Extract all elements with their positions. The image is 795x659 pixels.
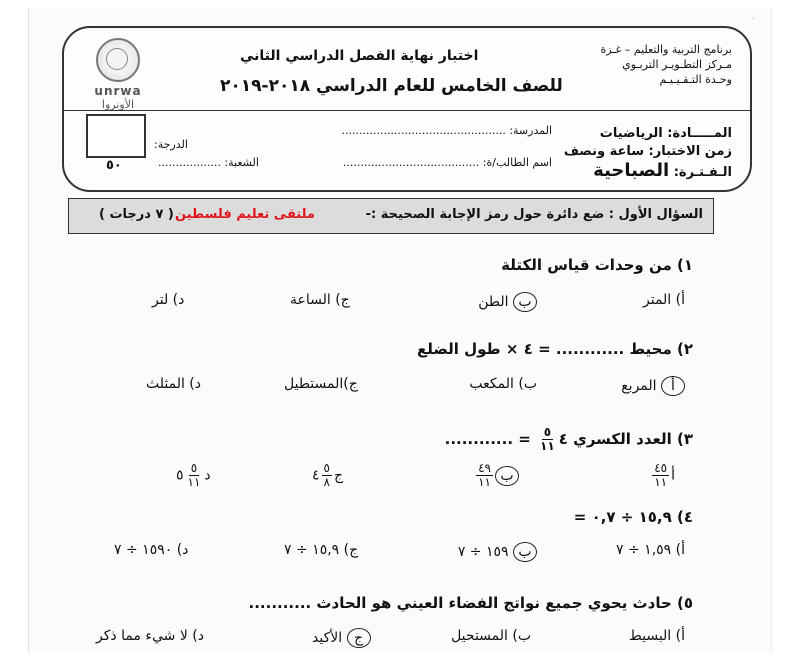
fraction-denominator: ٨ [323,475,330,489]
school-field: المدرسة: ............................................... [341,124,552,137]
q4-option-c: ج) ١٥,٩ ÷ ٧ [284,542,359,558]
fraction-denominator: ١١ [478,475,491,489]
q2-option-a [621,376,685,396]
question-4: ٤) ١٥,٩ ÷ ٠,٧ = [573,508,693,526]
answer-circle: ب [495,466,519,486]
mixed-number-fraction [538,426,557,453]
period [593,160,732,181]
q3-a-label: أ [671,467,675,484]
q5-option-d: د) لا شيء مما ذكر [96,628,204,644]
program-line-1: برنامج التربية والتعليم – غـزة [600,43,732,56]
fraction-denominator: ١١ [187,475,201,489]
section-field: الشعبة: .................. [158,156,259,169]
logo-text-en: unrwa [94,84,142,98]
q5-option-b: ب) المستحيل [451,628,531,644]
q3-c-whole: ٤ [312,467,320,484]
fraction-numerator: ٤٩ [478,461,491,475]
q3-b-fraction [476,462,493,489]
grade-year: للصف الخامس للعام الدراسي ٢٠١٨-٢٠١٩ [220,76,563,96]
q4-option-b-text: ١٥٩ ÷ ٧ [457,544,509,560]
q5-option-a: أ) البسيط [628,628,685,644]
header-divider [64,110,750,111]
score-box [86,114,146,158]
q3-c-fraction [322,462,332,489]
grade-label: الدرجة: [154,138,188,151]
section-marks: ( ٧ درجات ) [99,207,174,222]
question-2: ٢) محيط ............ = ٤ × طول الضلع [416,340,693,358]
fraction-numerator: ٥ [543,425,552,439]
period-label: الـفـتـرة: [673,165,732,180]
exam-header [62,26,752,192]
fraction-denominator: ١١ [654,475,668,489]
period-value: الصباحية [593,160,670,181]
q4-option-a: أ) ١,٥٩ ÷ ٧ [616,542,685,558]
question-1: ١) من وحدات قياس الكتلة [501,256,693,274]
program-line-2: مـركز التطـويـر التربـوي [622,58,732,71]
q1-option-b [478,292,537,312]
watermark-text: ملتقى تعليم فلسطين [175,207,315,222]
q3-d-fraction [186,462,203,489]
question-3-prefix: ٣) العدد الكسري [573,430,693,448]
total-marks: ٥٠ [106,158,122,173]
q3-option-b [474,462,519,489]
mixed-number-whole: ٤ [558,430,568,448]
exam-title: اختبار نهاية الفصل الدراسي الثاني [240,48,479,64]
program-line-3: وحـدة التـقـيـيـم [659,73,732,86]
q1-option-b-text: الطن [478,294,509,310]
q4-option-b [458,542,537,562]
un-emblem-icon [96,38,140,82]
corner-mark: · [751,14,755,25]
q2-option-a-text: المربع [621,378,657,394]
q3-c-label: ج [333,467,344,484]
subject: المـــــادة: الرياضيات [599,126,732,141]
question-section-header [68,198,714,234]
q2-option-c: ج)المستطيل [284,376,358,392]
fraction-numerator: ٥ [190,461,198,475]
logo-text-ar: الأونروا [101,98,135,111]
q5-option-c-text: الأكيد [312,630,343,646]
section-instruction: السؤال الأول : ضع دائرة حول رمز الإجابة الصحيحة :- [365,207,703,222]
q1-option-d: د) لتر [152,292,185,308]
q5-option-c [312,628,371,648]
program-block [600,42,732,87]
q3-a-fraction [652,462,669,489]
fraction-numerator: ٥ [323,461,330,475]
q2-option-d: د) المثلث [146,376,202,392]
question-5: ٥) حادث يحوي جميع نواتج الفضاء العيني هو الحادث ........... [248,594,693,612]
question-3 [445,426,693,453]
q4-option-d: د) ١٥٩٠ ÷ ٧ [114,542,189,558]
q2-option-b: ب) المكعب [469,376,537,392]
answer-circle: أ [661,376,685,396]
exam-time: زمن الاختبار: ساعة ونصف [563,144,732,159]
q3-option-a [650,462,675,489]
answer-circle: ج [347,628,371,648]
fraction-numerator: ٤٥ [654,461,668,475]
question-3-suffix: = ............ [444,430,531,448]
answer-circle: ب [513,542,537,562]
unrwa-logo [86,38,150,111]
student-name-field: اسم الطالب/ة: ....................................... [342,156,552,169]
q1-option-c: ج) الساعة [290,292,350,308]
answer-circle: ب [513,292,537,312]
fraction-denominator: ١١ [540,439,555,453]
q3-d-whole: ٥ [176,467,184,484]
q3-option-d [176,462,211,489]
q3-option-c [312,462,343,489]
q3-d-label: د [204,467,211,484]
q1-option-a: أ) المتر [643,292,685,308]
